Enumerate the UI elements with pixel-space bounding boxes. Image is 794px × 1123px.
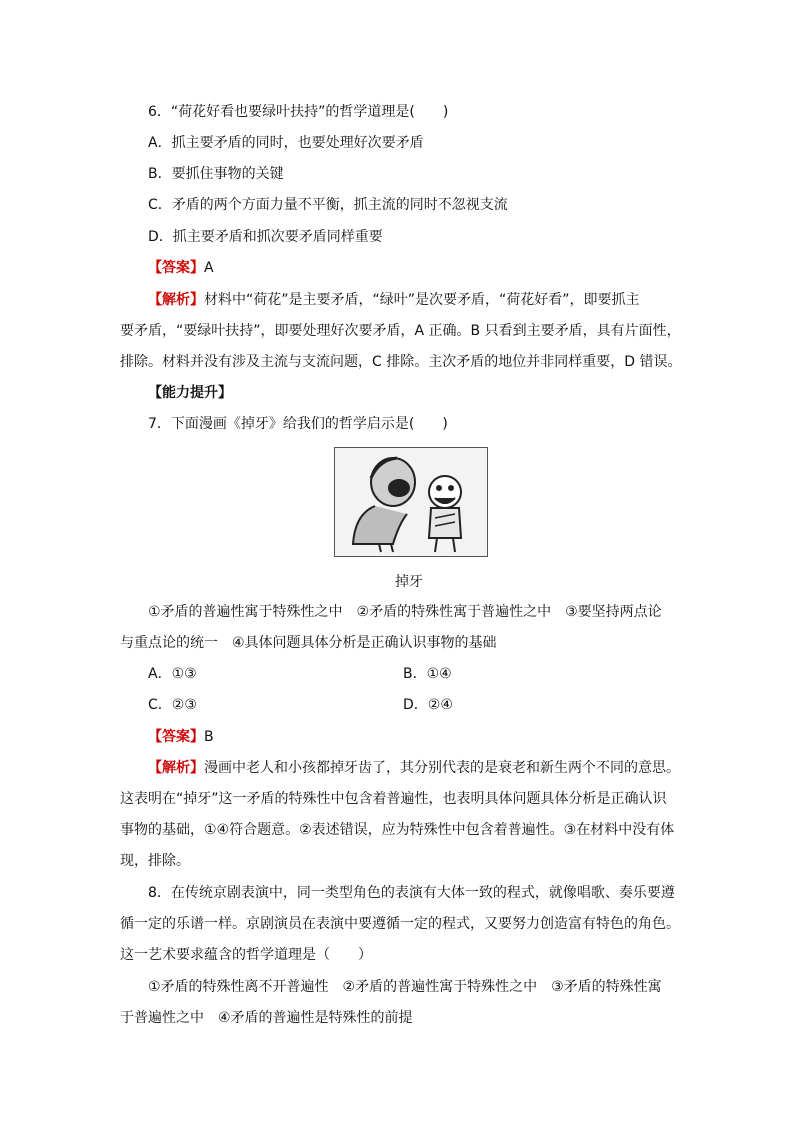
q6-option-b: B．要抓住事物的关键 — [148, 166, 284, 182]
q7-answer — [148, 727, 214, 747]
q7-statements-line-2: 与重点论的统一 ④具体问题具体分析是正确认识事物的基础 — [120, 635, 497, 651]
answer-tag: 【答案】 — [148, 260, 204, 276]
cartoon-figure — [334, 447, 488, 557]
answer-value: B — [204, 729, 214, 745]
answer-tag: 【答案】 — [148, 729, 204, 745]
figure-caption: 掉牙 — [395, 574, 423, 590]
q7-stem: 7．下面漫画《掉牙》给我们的哲学启示是( ) — [148, 416, 448, 432]
q6-analysis-line-2: 要矛盾，“要绿叶扶持”，即要处理好次要矛盾，A 正确。B 只看到主要矛盾，具有片面性， — [120, 323, 681, 339]
q7-analysis-line-3: 事物的基础，①④符合题意。②表述错误，应为特殊性中包含着普遍性。③在材料中没有体 — [120, 822, 675, 838]
q7-analysis-line-2: 这表明在“掉牙”这一矛盾的特殊性中包含着普遍性，也表明具体问题具体分析是正确认识 — [120, 791, 667, 807]
analysis-tag: 【解析】 — [148, 292, 204, 308]
q6-stem: 6．“荷花好看也要绿叶扶持”的哲学道理是( ) — [148, 104, 449, 120]
q7-option-b: B．①④ — [403, 666, 452, 682]
section-title: 【能力提升】 — [148, 385, 232, 401]
q6-option-d: D．抓主要矛盾和抓次要矛盾同样重要 — [148, 229, 383, 245]
q6-option-c: C．矛盾的两个方面力量不平衡，抓主流的同时不忽视支流 — [148, 197, 508, 213]
q6-answer — [148, 258, 214, 278]
q7-analysis-line-4: 现，排除。 — [120, 853, 190, 869]
q7-option-a: A．①③ — [148, 666, 197, 682]
q8-statements-line-1: ①矛盾的特殊性离不开普遍性 ②矛盾的普遍性寓于特殊性之中 ③矛盾的特殊性寓 — [148, 979, 662, 995]
q7-analysis-line-1 — [148, 758, 680, 778]
answer-value: A — [204, 260, 214, 276]
q6-analysis-line-3: 排除。材料并没有涉及主流与支流问题，C 排除。主次矛盾的地位并非同样重要，D 错误。 — [120, 354, 682, 370]
q8-stem-line-2: 循一定的乐谱一样。京剧演员在表演中要遵循一定的程式，又要努力创造富有特色的角色。 — [120, 916, 680, 932]
q6-option-a: A．抓主要矛盾的同时，也要处理好次要矛盾 — [148, 135, 424, 151]
analysis-text: 材料中“荷花”是主要矛盾，“绿叶”是次要矛盾，“荷花好看”，即要抓主 — [204, 292, 640, 308]
q7-statements-line-1: ①矛盾的普遍性寓于特殊性之中 ②矛盾的特殊性寓于普遍性之中 ③要坚持两点论 — [148, 604, 662, 620]
cartoon-illustration — [335, 448, 487, 556]
analysis-text: 漫画中老人和小孩都掉牙齿了，其分别代表的是衰老和新生两个不同的意思。 — [204, 760, 680, 776]
q8-stem-line-3: 这一艺术要求蕴含的哲学道理是（ ） — [120, 947, 372, 963]
q7-option-c: C．②③ — [148, 697, 197, 713]
q8-stem-line-1: 8．在传统京剧表演中，同一类型角色的表演有大体一致的程式，就像唱歌、奏乐要遵 — [148, 885, 675, 901]
q6-analysis-line-1 — [148, 290, 640, 310]
q8-statements-line-2: 于普遍性之中 ④矛盾的普遍性是特殊性的前提 — [120, 1010, 413, 1026]
q7-option-d: D．②④ — [403, 697, 453, 713]
analysis-tag: 【解析】 — [148, 760, 204, 776]
